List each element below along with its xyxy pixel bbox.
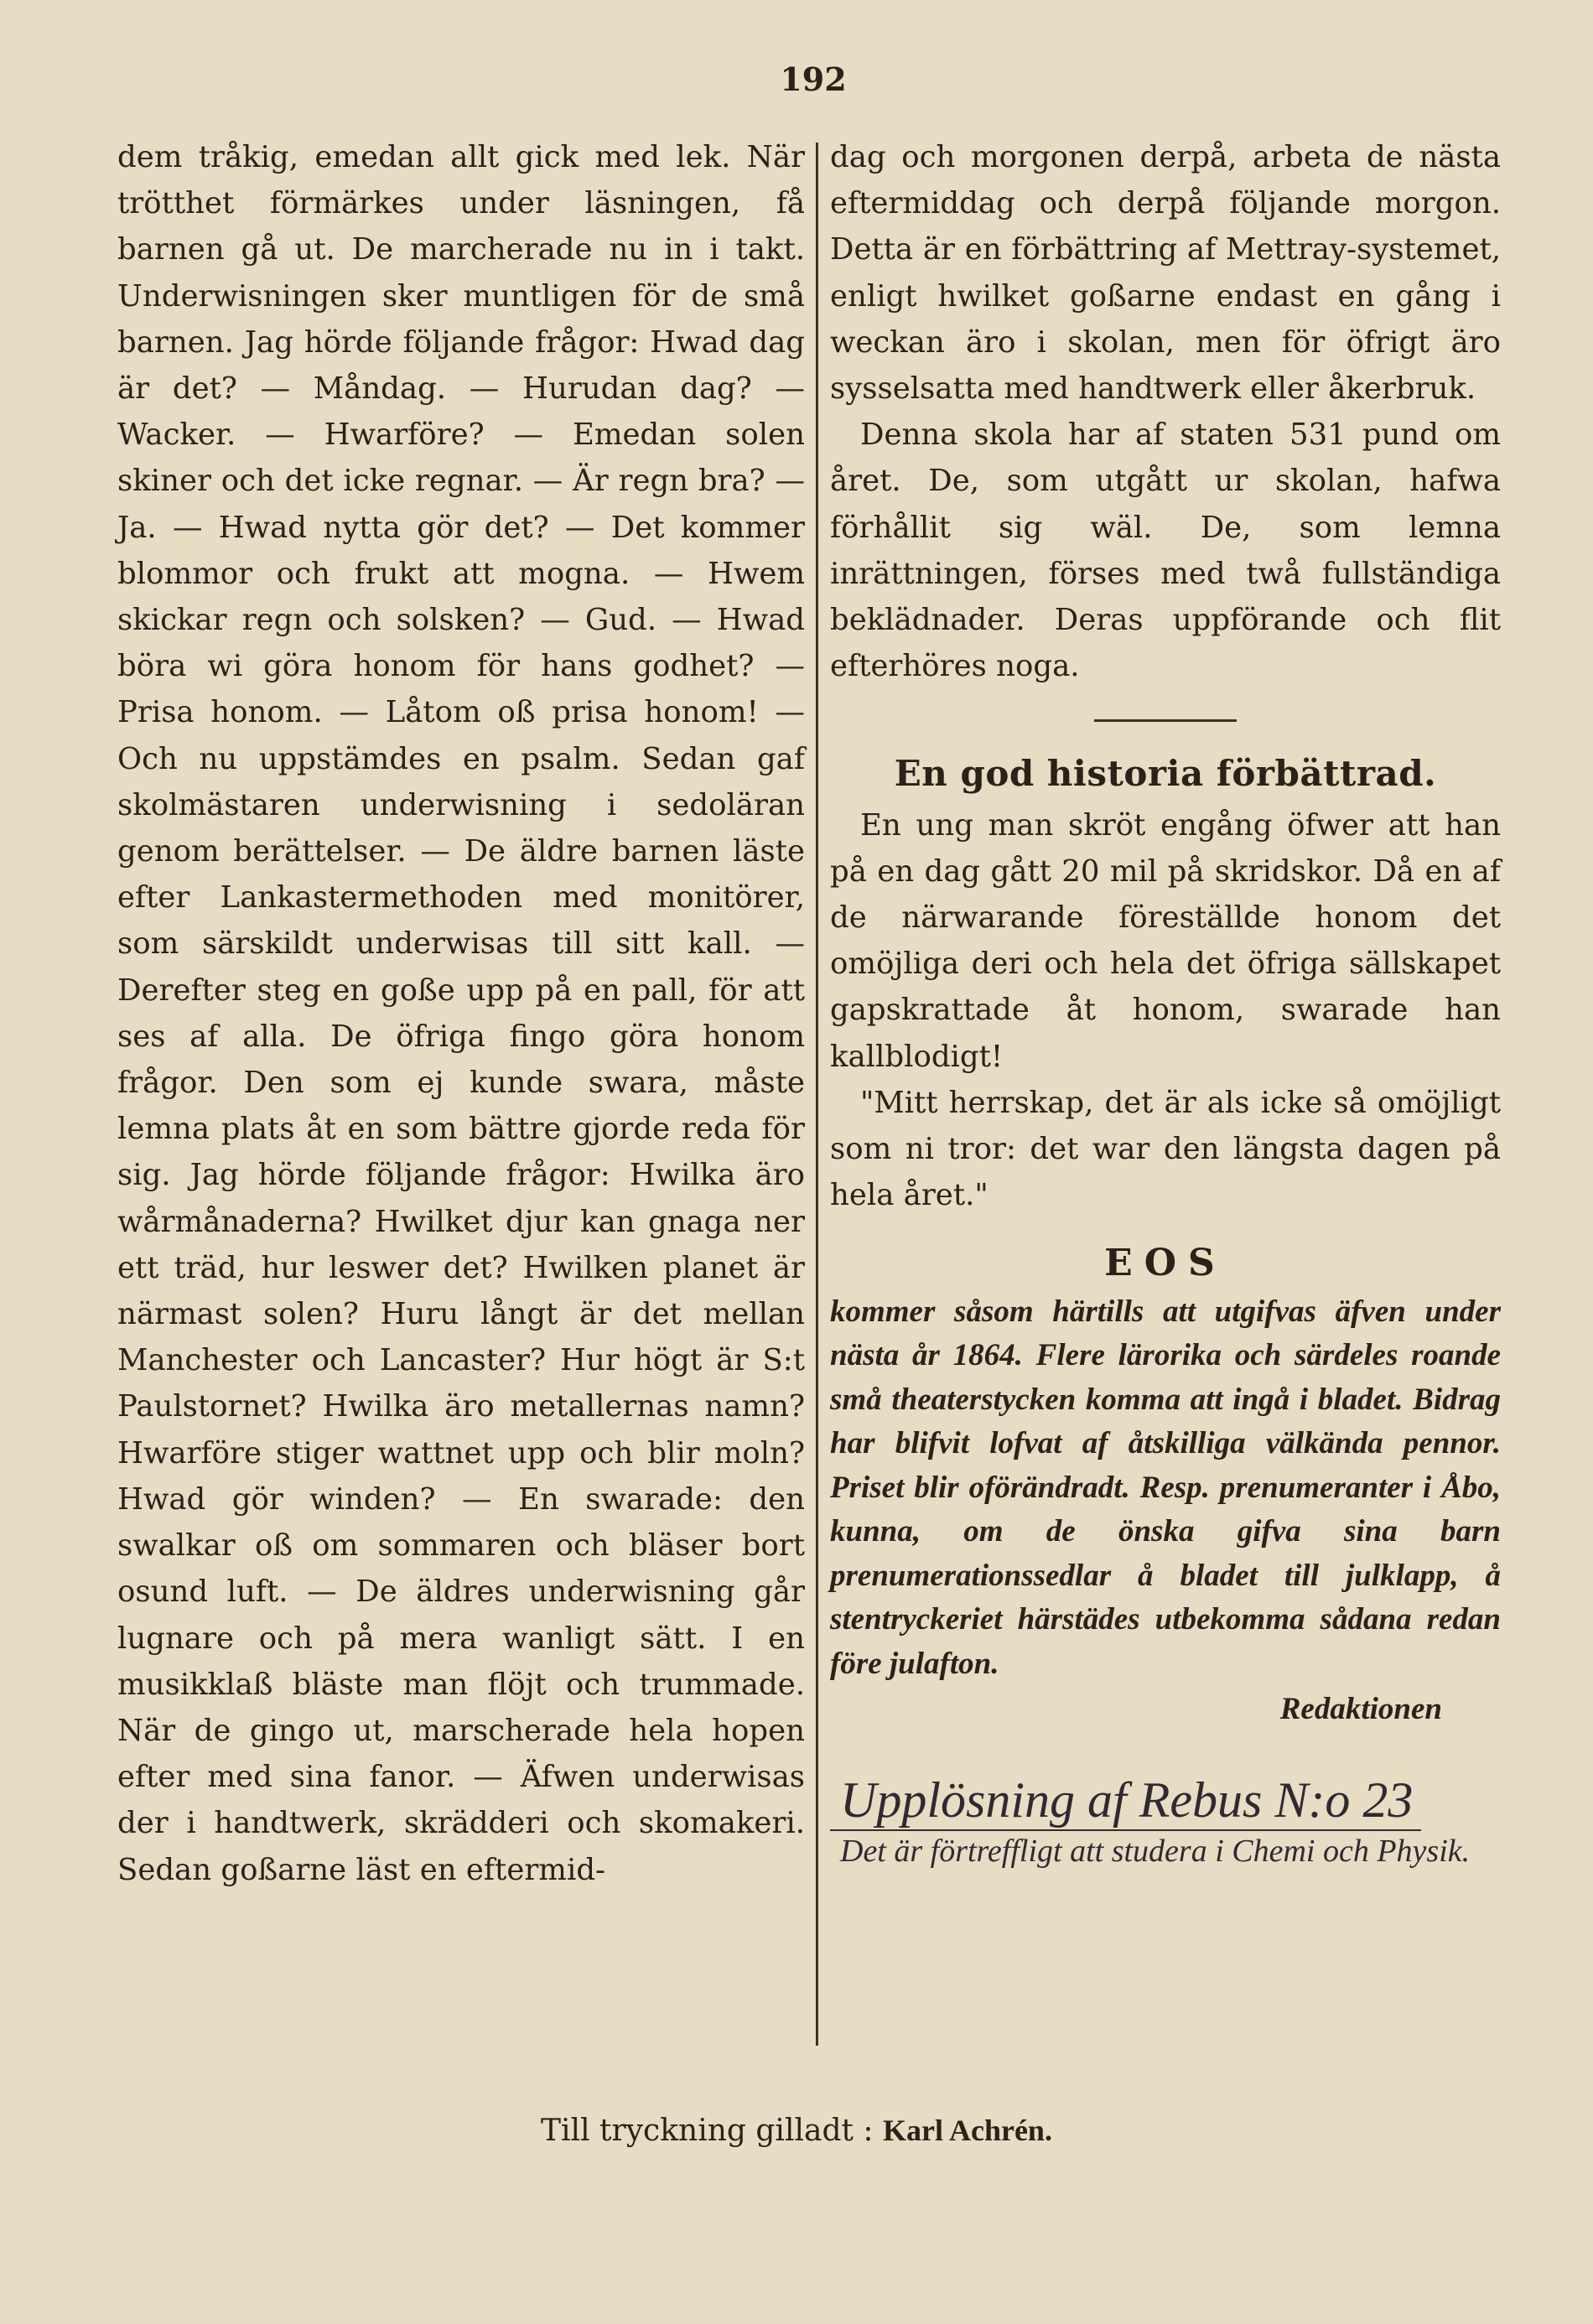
imprint-prefix: Till tryckning gilladt :	[541, 2114, 874, 2148]
story-heading: En god historia förbättrad.	[894, 753, 1437, 795]
section-rule	[1094, 719, 1237, 722]
story-paragraph: "Mitt herrskap, det är als icke så omöjligt som ni tror: det war den längsta dagen på hela året."	[830, 1085, 1501, 1213]
continuation-paragraph: Denna skola har af staten 531 pund om året. De, som utgått ur skolan, hafwa förhållit sig wäl. De, som lemna inrättningen, förses med twå fullständiga beklädnader. Deras uppförande och flit efterhöres noga.	[830, 418, 1501, 684]
page-number: 192	[780, 60, 847, 98]
eos-announcement: kommer såsom härtills att utgifvas äfven under nästa år 1864. Flere lärorika och särdeles roande små theaterstycken komma att ingå i bladet. Bidrag har blifvit lofvat af åtskilliga välkända pennor. Priset blir oförändradt. Resp. prenumeranter i Åbo, kunna, om de önska gifva sina barn prenumerationssedlar å bladet till julklapp, å stentryckeriet härstädes utbekomma sådana redan före julafton.	[830, 1294, 1501, 1681]
left-column	[117, 134, 805, 1893]
continuation-paragraph: dag och morgonen derpå, arbeta de nästa eftermiddag och derpå följande morgon. Detta är en förbättring af Mettray-systemet, enligt hwilket goßarne endast en gång i weckan äro i skolan, men för öfrigt äro sysselsatta med handtwerk eller åkerbruk.	[830, 140, 1501, 407]
rebus-solution	[830, 1732, 1501, 1871]
column-divider	[816, 143, 818, 2046]
eos-heading: EOS	[1104, 1242, 1227, 1285]
rebus-solution-text: Det är förtreffligt att studera i Chemi och Physik.	[840, 1834, 1471, 1870]
censor-name: Karl Achrén.	[882, 2114, 1052, 2147]
left-column-text: dem tråkig, emedan allt gick med lek. När trötthet förmärkes under läsningen, få barnen gå ut. De marcherade nu in i takt. Underwisningen sker muntligen för de små barnen. Jag hörde följande frågor: Hwad dag är det? — Måndag. — Hurudan dag? — Wacker. — Hwarföre? — Emedan solen skiner och det icke regnar. — Är regn bra? — Ja. — Hwad nytta gör det? — Det kommer blommor och frukt att mogna. — Hwem skickar regn och solsken? — Gud. — Hwad böra wi göra honom för hans godhet? — Prisa honom. — Låtom oß prisa honom! — Och nu uppstämdes en psalm. Sedan gaf skolmästaren underwisning i sedoläran genom berättelser. — De äldre barnen läste efter Lankastermethoden med monitörer, som särskildt underwisas till sitt kall. — Derefter steg en goße upp på en pall, för att ses af alla. De öfriga fingo göra honom frågor. Den som ej kunde swara, måste lemna plats åt en som bättre gjorde reda för sig. Jag hörde följande frågor: Hwilka äro wårmånaderna? Hwilket djur kan gnaga ner ett träd, hur leswer det? Hwilken planet är närmast solen? Huru långt är det mellan Manchester och Lancaster? Hur högt är S:t Paulstornet? Hwilka äro metallernas namn? Hwarföre stiger wattnet upp och blir moln? Hwad gör winden? — En swarade: den swalkar oß om sommaren och bläser bort osund luft. — De äldres underwisning går lugnare och på mera wanligt sätt. I en musikklaß bläste man flöjt och trummade. När de gingo ut, marscherade hela hopen efter med sina fanor. — Äfwen underwisas der i handtwerk, skrädderi och skomakeri. Sedan goßarne läst en eftermid-	[117, 140, 805, 1887]
editorial-signature: Redaktionen	[1279, 1692, 1442, 1727]
right-column	[830, 134, 1501, 1871]
story-paragraph: En ung man skröt engång öfwer att han på en dag gått 20 mil på skridskor. Då en af de närwarande föreställde honom det omöjliga deri och hela det öfriga sällskapet gapskrattade åt honom, swarade han kallblodigt!	[830, 807, 1501, 1074]
rebus-solution-title: Upplösning af Rebus N:o 23	[830, 1772, 1421, 1831]
imprint-line	[0, 2113, 1593, 2148]
